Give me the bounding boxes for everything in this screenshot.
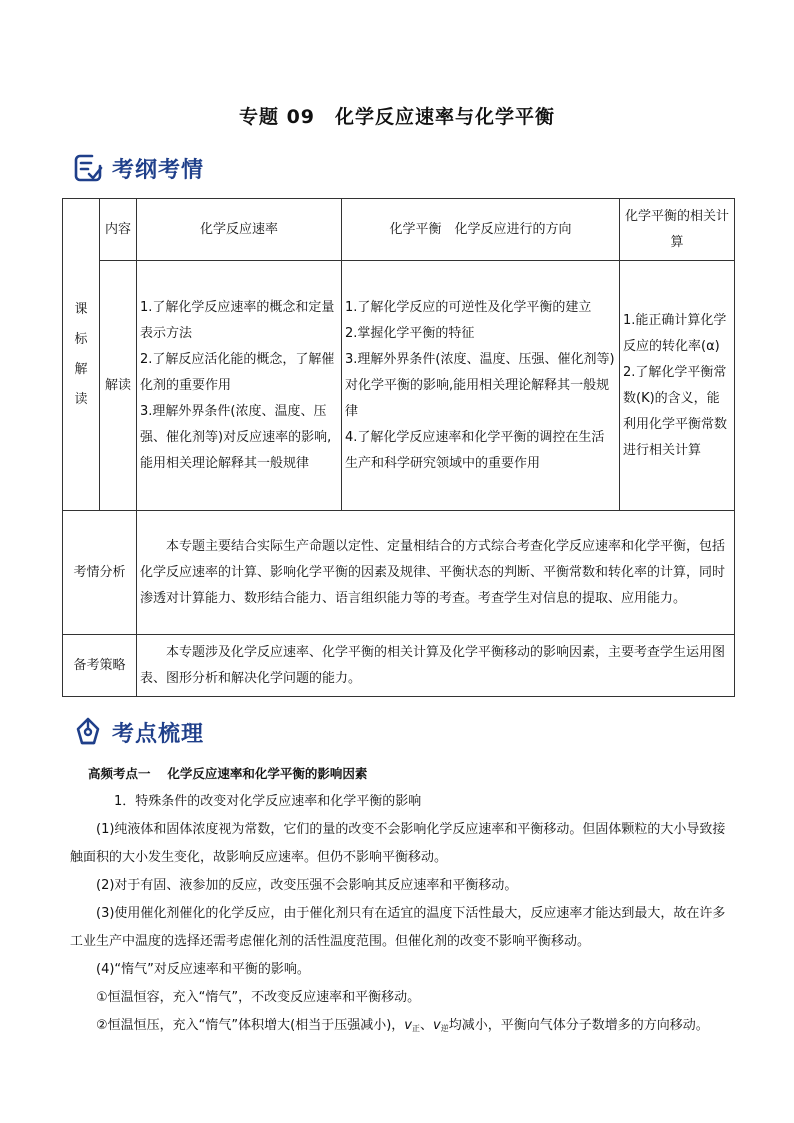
interpret-calculation: 1.能正确计算化学反应的转化率(α) 2.了解化学平衡常数(K)的含义，能利用化学平衡常数进行相关计算: [620, 261, 735, 511]
paragraph: (4)“惰气”对反应速率和平衡的影响。: [96, 962, 310, 977]
analysis-label: 考情分析: [63, 511, 137, 635]
strategy-label: 备考策略: [63, 635, 137, 697]
list-icon: [72, 152, 104, 184]
table-row: [63, 261, 735, 511]
col-header-calculation: 化学平衡的相关计算: [620, 199, 735, 261]
section-header-key-points: [72, 714, 204, 750]
interpret-label: 解读: [100, 261, 137, 511]
paragraph: 1．特殊条件的改变对化学反应速率和化学平衡的影响: [114, 794, 422, 809]
interpret-reaction-rate: 1.了解化学反应速率的概念和定量表示方法 2.了解反应活化能的概念，了解催化剂的重要作用 3.理解外界条件(浓度、温度、压强、催化剂等)对反应速率的影响,能用相关理论解释其一般规律: [137, 261, 342, 511]
analysis-text: 本专题主要结合实际生产命题以定性、定量相结合的方式综合考查化学反应速率和化学平衡，包括化学反应速率的计算、影响化学平衡的因素及规律、平衡状态的判断、平衡常数和转化率的计算，同时渗透对计算能力、数形结合能力、语言组织能力等的考查。考查学生对信息的提取、应用能力。: [137, 511, 735, 635]
section-header-syllabus: [72, 150, 204, 186]
topic-heading: 高频考点一 化学反应速率和化学平衡的影响因素: [88, 766, 368, 781]
strategy-text: 本专题涉及化学反应速率、化学平衡的相关计算及化学平衡移动的影响因素，主要考查学生运用图表、图形分析和解决化学问题的能力。: [137, 635, 735, 697]
table-header-row: [63, 199, 735, 261]
pen-nib-icon: [72, 716, 104, 748]
paragraph: (2)对于有固、液参加的反应，改变压强不会影响其反应速率和平衡移动。: [96, 878, 518, 893]
col-header-equilibrium: 化学平衡 化学反应进行的方向: [342, 199, 620, 261]
page-title: 专题 09 化学反应速率与化学平衡: [238, 106, 556, 128]
content-header: 内容: [100, 199, 137, 261]
table-row: [63, 635, 735, 697]
syllabus-table: [62, 198, 735, 697]
body-content: [88, 760, 738, 816]
table-row: [63, 511, 735, 635]
paragraph: ①恒温恒容，充入“惰气”，不改变反应速率和平衡移动。: [96, 990, 421, 1005]
standard-interpretation-label: 课 标 解 读: [63, 199, 100, 511]
body-content-2: [70, 816, 738, 1043]
paragraph: ②恒温恒压，充入“惰气”体积增大(相当于压强减小)，$v_正$、$v_逆$均减小，平衡向气体分子数增多的方向移动。: [96, 1018, 709, 1033]
col-header-reaction-rate: 化学反应速率: [137, 199, 342, 261]
interpret-equilibrium: 1.了解化学反应的可逆性及化学平衡的建立 2.掌握化学平衡的特征 3.理解外界条件(浓度、温度、压强、催化剂等)对化学平衡的影响,能用相关理论解释其一般规律 4.了解化学反应速率和化学平衡的调控在生活生产和科学研究领域中的重要作用: [342, 261, 620, 511]
section-title-syllabus: 考纲考情: [112, 157, 205, 183]
paragraph: (3)使用催化剂催化的化学反应，由于催化剂只有在适宜的温度下活性最大，反应速率才能达到最大，故在许多工业生产中温度的选择还需考虑催化剂的活性温度范围。但催化剂的改变不影响平衡移动。: [70, 906, 726, 949]
paragraph: (1)纯液体和固体浓度视为常数，它们的量的改变不会影响化学反应速率和平衡移动。但固体颗粒的大小导致接触面积的大小发生变化，故影响反应速率。但仍不影响平衡移动。: [70, 822, 726, 865]
section-title-key-points: 考点梳理: [112, 721, 205, 747]
